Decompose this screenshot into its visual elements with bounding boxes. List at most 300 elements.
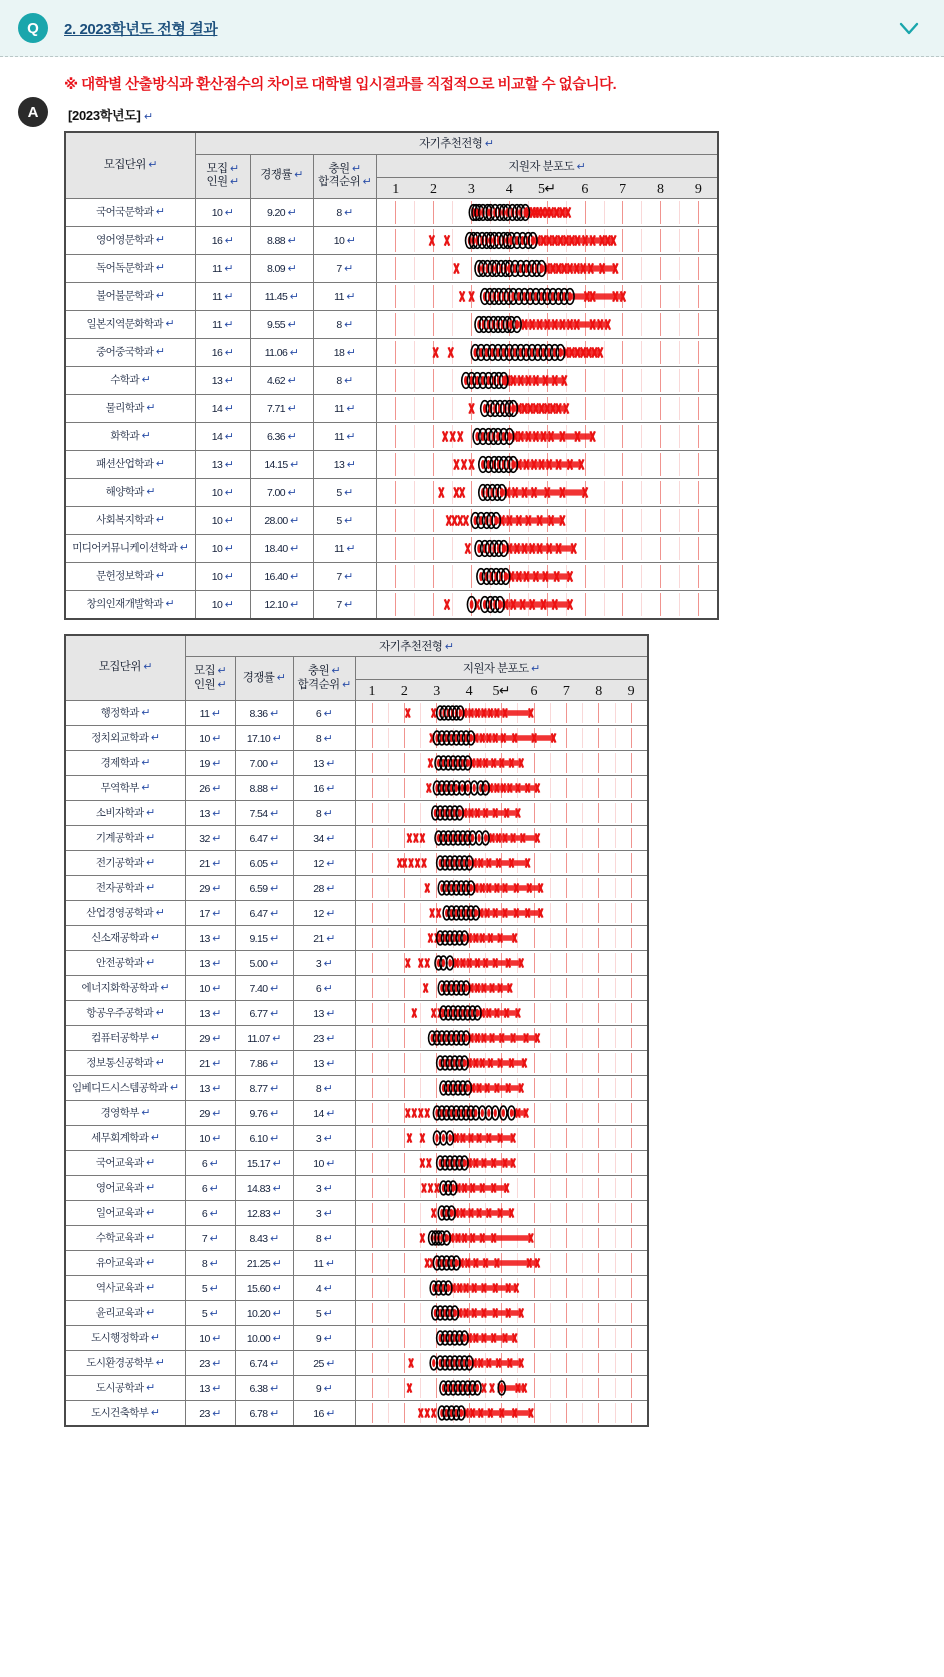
cell-quota: 7 ↵ (185, 1226, 235, 1251)
cell-distribution (355, 1101, 648, 1126)
pilcrow-mark: ↵ (207, 1232, 219, 1245)
pilcrow-mark: ↵ (153, 233, 165, 246)
table-row (65, 1151, 648, 1176)
cell-quota: 13 ↵ (195, 366, 250, 394)
table-row (65, 198, 718, 226)
table-row (65, 776, 648, 801)
cell-distribution (355, 776, 648, 801)
cell-fill: 8 ↵ (313, 310, 376, 338)
applicant-distribution-plot (356, 801, 648, 825)
applicant-distribution-plot (356, 1351, 648, 1375)
cell-distribution (355, 1401, 648, 1427)
table-row (65, 1226, 648, 1251)
cell-ratio: 6.74 ↵ (235, 1351, 293, 1376)
pilcrow-mark: ↵ (162, 597, 174, 610)
pilcrow-mark: ↵ (328, 665, 341, 678)
cell-distribution (376, 506, 718, 534)
cell-quota: 10 ↵ (195, 198, 250, 226)
pilcrow-mark: ↵ (323, 782, 335, 795)
pilcrow-mark: ↵ (207, 1182, 219, 1195)
cell-distribution (376, 422, 718, 450)
pilcrow-mark: ↵ (143, 831, 155, 844)
applicant-distribution-plot (356, 1051, 648, 1075)
cell-unit: 수학교육과 ↵ (65, 1226, 185, 1251)
pilcrow-mark: ↵ (209, 707, 221, 720)
cell-fill: 21 ↵ (293, 926, 355, 951)
cell-quota: 10 ↵ (185, 1326, 235, 1351)
cell-quota: 14 ↵ (195, 394, 250, 422)
pilcrow-mark: ↵ (227, 162, 239, 175)
cell-quota: 11 ↵ (195, 282, 250, 310)
notice-text: ※ 대학별 산출방식과 환산점수의 차이로 대학별 입시결과를 직접적으로 비교할 수 없습니다. (64, 77, 617, 93)
distribution-marks (356, 1276, 648, 1300)
pilcrow-mark: ↵ (321, 1382, 333, 1395)
cell-fill: 7 ↵ (313, 254, 376, 282)
pilcrow-mark: ↵ (207, 1257, 219, 1270)
pilcrow-mark: ↵ (267, 1082, 279, 1095)
cell-fill: 13 ↵ (293, 751, 355, 776)
pilcrow-mark: ↵ (287, 290, 299, 303)
distribution-marks (377, 507, 718, 534)
cell-ratio: 9.55 ↵ (250, 310, 313, 338)
pilcrow-mark: ↵ (321, 1182, 333, 1195)
distribution-marks (377, 367, 718, 394)
distribution-marks (356, 1051, 648, 1075)
applicant-distribution-plot (356, 1226, 648, 1250)
cell-distribution (355, 701, 648, 726)
pilcrow-mark: ↵ (209, 732, 221, 745)
pilcrow-mark: ↵ (498, 684, 511, 699)
distribution-marks (377, 535, 718, 562)
table-row (65, 826, 648, 851)
pilcrow-mark: ↵ (153, 1006, 165, 1019)
axis-tick-3: 3 (467, 181, 475, 197)
pilcrow-mark: ↵ (209, 907, 221, 920)
table-row (65, 851, 648, 876)
cell-fill: 5 ↵ (293, 1301, 355, 1326)
cell-unit: 독어독문학과 ↵ (65, 254, 195, 282)
pilcrow-mark: ↵ (270, 1332, 282, 1345)
table-row (65, 801, 648, 826)
pilcrow-mark: ↵ (214, 665, 227, 678)
cell-unit: 사회복지학과 ↵ (65, 506, 195, 534)
applicant-distribution-plot (356, 851, 648, 875)
cell-ratio: 6.47 ↵ (235, 826, 293, 851)
cell-quota: 10 ↵ (195, 562, 250, 590)
applicant-distribution-plot (377, 311, 718, 338)
question-header[interactable] (0, 0, 944, 57)
cell-ratio: 7.00 ↵ (235, 751, 293, 776)
cell-distribution (376, 338, 718, 366)
cell-distribution (355, 1376, 648, 1401)
cell-fill: 8 ↵ (293, 726, 355, 751)
pilcrow-mark: ↵ (148, 1331, 160, 1344)
cell-ratio: 17.10 ↵ (235, 726, 293, 751)
cell-unit: 국어국문학과 ↵ (65, 198, 195, 226)
applicant-distribution-plot (377, 255, 718, 282)
axis-tick-2: 2 (400, 684, 408, 699)
cell-ratio: 15.60 ↵ (235, 1276, 293, 1301)
answer-body (0, 57, 944, 1451)
cell-distribution (355, 901, 648, 926)
cell-distribution (355, 1351, 648, 1376)
pilcrow-mark: ↵ (341, 262, 353, 275)
axis-tick-1: 1 (368, 684, 375, 699)
pilcrow-mark: ↵ (157, 981, 169, 994)
cell-fill: 3 ↵ (293, 951, 355, 976)
col-header-unit: 모집단위 ↵ (65, 635, 185, 701)
cell-quota: 13 ↵ (185, 951, 235, 976)
pilcrow-mark: ↵ (323, 832, 335, 845)
cell-unit: 정치외교학과 ↵ (65, 726, 185, 751)
pilcrow-mark: ↵ (267, 1107, 279, 1120)
cell-quota: 29 ↵ (185, 1101, 235, 1126)
pilcrow-mark: ↵ (143, 1156, 155, 1169)
pilcrow-mark: ↵ (143, 1281, 155, 1294)
cell-distribution (355, 1251, 648, 1276)
pilcrow-mark: ↵ (143, 111, 153, 123)
cell-fill: 12 ↵ (293, 901, 355, 926)
cell-distribution (355, 951, 648, 976)
pilcrow-mark: ↵ (321, 1082, 333, 1095)
pilcrow-mark: ↵ (209, 1082, 221, 1095)
pilcrow-mark: ↵ (209, 1382, 221, 1395)
table-row (65, 506, 718, 534)
cell-ratio: 5.00 ↵ (235, 951, 293, 976)
table-row (65, 901, 648, 926)
pilcrow-mark: ↵ (323, 757, 335, 770)
cell-unit: 기계공학과 ↵ (65, 826, 185, 851)
cell-distribution (355, 1226, 648, 1251)
pilcrow-mark: ↵ (321, 982, 333, 995)
distribution-marks (377, 227, 718, 254)
cell-ratio: 14.15 ↵ (250, 450, 313, 478)
axis-tick-2: 2 (430, 181, 437, 197)
cell-quota: 10 ↵ (185, 1126, 235, 1151)
pilcrow-mark: ↵ (143, 1206, 155, 1219)
applicant-distribution-plot (377, 479, 718, 506)
cell-quota: 6 ↵ (185, 1151, 235, 1176)
distribution-marks (377, 563, 718, 590)
cell-distribution (355, 926, 648, 951)
applicant-distribution-plot (356, 901, 648, 925)
pilcrow-mark: ↵ (284, 318, 297, 331)
table-row (65, 701, 648, 726)
results-table-2-wrap (64, 634, 926, 1428)
cell-fill: 16 ↵ (293, 1401, 355, 1427)
pilcrow-mark: ↵ (138, 781, 150, 794)
results-table-1-wrap (64, 131, 926, 620)
cell-fill: 23 ↵ (293, 1026, 355, 1051)
pilcrow-mark: ↵ (349, 162, 361, 175)
cell-distribution (355, 801, 648, 826)
cell-distribution (376, 226, 718, 254)
distribution-marks (377, 395, 718, 422)
applicant-distribution-plot (356, 1126, 648, 1150)
pilcrow-mark: ↵ (284, 402, 297, 415)
pilcrow-mark: ↵ (323, 1107, 335, 1120)
pilcrow-mark: ↵ (341, 598, 353, 611)
cell-fill: 8 ↵ (313, 198, 376, 226)
pilcrow-mark: ↵ (341, 514, 353, 527)
pilcrow-mark: ↵ (143, 956, 155, 969)
cell-distribution (355, 1301, 648, 1326)
pilcrow-mark: ↵ (222, 570, 234, 583)
question-badge-icon: Q (18, 13, 48, 43)
pilcrow-mark: ↵ (267, 982, 279, 995)
applicant-distribution-plot (356, 726, 648, 750)
cell-quota: 21 ↵ (185, 1051, 235, 1076)
applicant-distribution-plot (377, 535, 718, 562)
pilcrow-mark: ↵ (222, 206, 234, 219)
pilcrow-mark: ↵ (323, 1032, 335, 1045)
table-row (65, 1276, 648, 1301)
cell-fill: 8 ↵ (293, 801, 355, 826)
cell-ratio: 6.78 ↵ (235, 1401, 293, 1427)
table-row (65, 1401, 648, 1427)
pilcrow-mark: ↵ (209, 1032, 221, 1045)
pilcrow-mark: ↵ (321, 1207, 333, 1220)
pilcrow-mark: ↵ (544, 181, 556, 197)
applicant-distribution-plot (356, 1251, 648, 1275)
cell-quota: 10 ↵ (195, 478, 250, 506)
cell-ratio: 14.83 ↵ (235, 1176, 293, 1201)
pilcrow-mark: ↵ (140, 661, 152, 674)
applicant-distribution-plot (356, 951, 648, 975)
cell-fill: 12 ↵ (293, 851, 355, 876)
applicant-distribution-plot (377, 199, 718, 226)
cell-unit: 국어교육과 ↵ (65, 1151, 185, 1176)
col-header-distribution: 지원자 분포도 ↵ (376, 154, 718, 177)
cell-distribution (376, 450, 718, 478)
cell-ratio: 16.40 ↵ (250, 562, 313, 590)
pilcrow-mark: ↵ (207, 1207, 219, 1220)
pilcrow-mark: ↵ (222, 514, 234, 527)
pilcrow-mark: ↵ (222, 234, 234, 247)
pilcrow-mark: ↵ (287, 542, 299, 555)
cell-unit: 도시행정학과 ↵ (65, 1326, 185, 1351)
cell-ratio: 7.40 ↵ (235, 976, 293, 1001)
cell-fill: 7 ↵ (313, 562, 376, 590)
cell-ratio: 10.00 ↵ (235, 1326, 293, 1351)
cell-fill: 13 ↵ (313, 450, 376, 478)
cell-quota: 23 ↵ (185, 1351, 235, 1376)
pilcrow-mark: ↵ (153, 906, 165, 919)
cell-distribution (355, 1276, 648, 1301)
pilcrow-mark: ↵ (270, 1307, 282, 1320)
cell-fill: 10 ↵ (313, 226, 376, 254)
pilcrow-mark: ↵ (341, 318, 353, 331)
distribution-marks (377, 199, 718, 226)
pilcrow-mark: ↵ (148, 731, 160, 744)
table-row (65, 310, 718, 338)
cell-quota: 17 ↵ (185, 901, 235, 926)
col-header-fill: 충원 ↵ 합격순위 ↵ (293, 657, 355, 701)
table-row (65, 1251, 648, 1276)
cell-fill: 5 ↵ (313, 506, 376, 534)
distribution-marks (356, 1026, 648, 1050)
pilcrow-mark: ↵ (284, 430, 297, 443)
table-body (65, 701, 648, 1427)
cell-ratio: 28.00 ↵ (250, 506, 313, 534)
pilcrow-mark: ↵ (344, 346, 356, 359)
cell-fill: 34 ↵ (293, 826, 355, 851)
pilcrow-mark: ↵ (207, 1282, 219, 1295)
pilcrow-mark: ↵ (343, 542, 355, 555)
applicant-distribution-plot (377, 423, 718, 450)
cell-fill: 4 ↵ (293, 1276, 355, 1301)
cell-quota: 19 ↵ (185, 751, 235, 776)
applicant-distribution-plot (356, 1151, 648, 1175)
cell-quota: 6 ↵ (185, 1201, 235, 1226)
cell-fill: 6 ↵ (293, 976, 355, 1001)
pilcrow-mark: ↵ (270, 1182, 282, 1195)
pilcrow-mark: ↵ (267, 1232, 279, 1245)
table-head (65, 132, 718, 198)
cell-unit: 항공우주공학과 ↵ (65, 1001, 185, 1026)
cell-quota: 10 ↵ (195, 534, 250, 562)
pilcrow-mark: ↵ (209, 882, 221, 895)
table-row (65, 534, 718, 562)
applicant-distribution-plot (356, 1001, 648, 1025)
applicant-distribution-plot (377, 451, 718, 478)
distribution-marks (356, 1226, 648, 1250)
cell-fill: 13 ↵ (293, 1051, 355, 1076)
distribution-marks (377, 311, 718, 338)
pilcrow-mark: ↵ (209, 1007, 221, 1020)
cell-ratio: 11.45 ↵ (250, 282, 313, 310)
cell-fill: 3 ↵ (293, 1176, 355, 1201)
cell-unit: 임베디드시스템공학과 ↵ (65, 1076, 185, 1101)
pilcrow-mark: ↵ (284, 486, 297, 499)
cell-ratio: 8.09 ↵ (250, 254, 313, 282)
pilcrow-mark: ↵ (207, 1307, 219, 1320)
cell-quota: 21 ↵ (185, 851, 235, 876)
distribution-marks (356, 776, 648, 800)
cell-ratio: 8.36 ↵ (235, 701, 293, 726)
table-row (65, 478, 718, 506)
pilcrow-mark: ↵ (143, 401, 155, 414)
pilcrow-mark: ↵ (153, 289, 165, 302)
col-header-fill: 충원 ↵ 합격순위 ↵ (313, 154, 376, 198)
pilcrow-mark: ↵ (209, 757, 221, 770)
axis-tick-8: 8 (657, 181, 664, 197)
pilcrow-mark: ↵ (267, 757, 279, 770)
pilcrow-mark: ↵ (339, 678, 351, 691)
pilcrow-mark: ↵ (284, 262, 297, 275)
cell-unit: 미디어커뮤니케이션학과 ↵ (65, 534, 195, 562)
results-table-2 (64, 634, 649, 1428)
cell-unit: 신소재공학과 ↵ (65, 926, 185, 951)
col-header-quota: 모집 ↵ 인원 ↵ (185, 657, 235, 701)
table-row (65, 422, 718, 450)
distribution-marks (356, 1001, 648, 1025)
axis-tick-7: 7 (619, 181, 626, 197)
cell-ratio: 12.10 ↵ (250, 590, 313, 619)
table-row (65, 926, 648, 951)
table-row (65, 282, 718, 310)
axis-tick-1: 1 (392, 181, 399, 197)
pilcrow-mark: ↵ (267, 882, 279, 895)
applicant-distribution-plot (377, 227, 718, 254)
table-head (65, 635, 648, 701)
pilcrow-mark: ↵ (269, 1032, 281, 1045)
pilcrow-mark: ↵ (153, 261, 165, 274)
pilcrow-mark: ↵ (148, 931, 160, 944)
pilcrow-mark: ↵ (341, 486, 353, 499)
table-row (65, 366, 718, 394)
cell-unit: 창의인재개발학과 ↵ (65, 590, 195, 619)
pilcrow-mark: ↵ (143, 1231, 155, 1244)
chevron-down-icon[interactable] (896, 15, 922, 41)
distribution-marks (356, 751, 648, 775)
table-row (65, 226, 718, 254)
question-title[interactable]: 2. 2023학년도 전형 결과 (64, 20, 218, 38)
pilcrow-mark: ↵ (267, 1007, 279, 1020)
table-row (65, 590, 718, 619)
pilcrow-mark: ↵ (284, 206, 297, 219)
cell-fill: 10 ↵ (293, 1151, 355, 1176)
pilcrow-mark: ↵ (270, 1257, 282, 1270)
cell-quota: 11 ↵ (195, 310, 250, 338)
cell-fill: 11 ↵ (313, 394, 376, 422)
pilcrow-mark: ↵ (267, 807, 279, 820)
applicant-distribution-plot (377, 395, 718, 422)
table-row (65, 951, 648, 976)
cell-unit: 산업경영공학과 ↵ (65, 901, 185, 926)
pilcrow-mark: ↵ (323, 1057, 335, 1070)
pilcrow-mark: ↵ (321, 957, 333, 970)
cell-unit: 정보통신공학과 ↵ (65, 1051, 185, 1076)
cell-unit: 화학과 ↵ (65, 422, 195, 450)
applicant-distribution-plot (356, 1276, 648, 1300)
pilcrow-mark: ↵ (222, 346, 234, 359)
cell-fill: 28 ↵ (293, 876, 355, 901)
pilcrow-mark: ↵ (344, 234, 356, 247)
cell-distribution (355, 976, 648, 1001)
pilcrow-mark: ↵ (321, 1282, 333, 1295)
pilcrow-mark: ↵ (138, 756, 150, 769)
pilcrow-mark: ↵ (143, 1381, 155, 1394)
pilcrow-mark: ↵ (214, 678, 227, 691)
cell-unit: 세무회계학과 ↵ (65, 1126, 185, 1151)
applicant-distribution-plot (356, 751, 648, 775)
pilcrow-mark: ↵ (153, 205, 165, 218)
cell-fill: 11 ↵ (313, 282, 376, 310)
cell-fill: 7 ↵ (313, 590, 376, 619)
cell-ratio: 21.25 ↵ (235, 1251, 293, 1276)
cell-distribution (355, 1176, 648, 1201)
applicant-distribution-plot (356, 701, 648, 725)
table-row (65, 726, 648, 751)
pilcrow-mark: ↵ (267, 907, 279, 920)
axis-tick-8: 8 (595, 684, 602, 699)
cell-ratio: 8.43 ↵ (235, 1226, 293, 1251)
cell-unit: 일어교육과 ↵ (65, 1201, 185, 1226)
pilcrow-mark: ↵ (153, 1056, 165, 1069)
distribution-marks (377, 479, 718, 506)
applicant-distribution-plot (377, 507, 718, 534)
applicant-distribution-plot (356, 1376, 648, 1400)
pilcrow-mark: ↵ (209, 1407, 221, 1420)
pilcrow-mark: ↵ (143, 881, 155, 894)
pilcrow-mark: ↵ (323, 1407, 335, 1420)
cell-distribution (376, 282, 718, 310)
axis-tick-9: 9 (694, 181, 702, 197)
cell-distribution (355, 1076, 648, 1101)
distribution-marks (356, 826, 648, 850)
pilcrow-mark: ↵ (222, 458, 234, 471)
